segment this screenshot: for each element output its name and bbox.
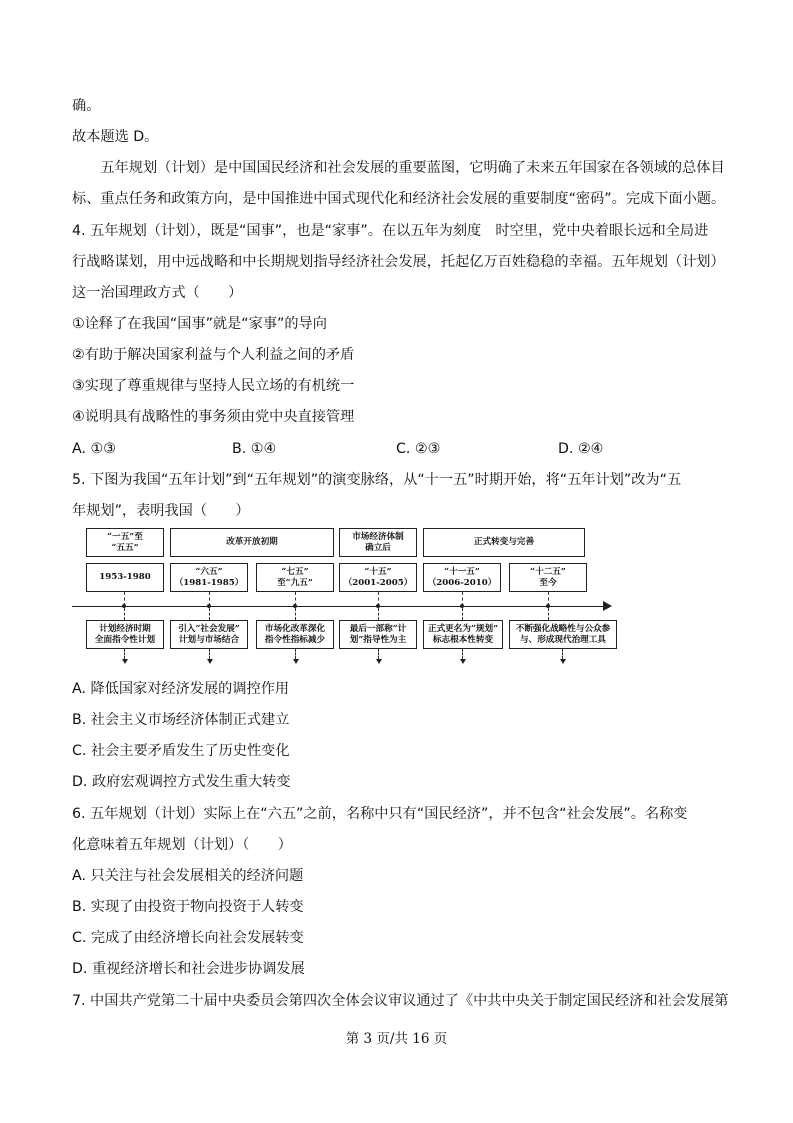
question-5-option-d: D. 政府宏观调控方式发生重大转变 [72,774,291,790]
down-arrow-icon [293,659,299,664]
question-5-stem: 5. 下图为我国“五年计划”到“五年规划”的演变脉络，从“十一五”时期开始，将“五年计划”改为“五 [72,472,682,488]
question-5-option-b: B. 社会主义市场经济体制正式建立 [72,712,290,728]
question-5-option-a: A. 降低国家对经济发展的调控作用 [72,681,290,697]
timeline-axis [72,606,606,607]
connector-dash [209,649,210,659]
period-box: “七五” 至“九五” [256,563,334,592]
question-4-statement: ③实现了尊重规律与坚持人民立场的有机统一 [72,378,355,394]
question-4-option-b: B. ①④ [232,441,277,457]
down-arrow-icon [560,659,566,664]
feature-box: 正式更名为“规划” 标志根本性转变 [423,620,503,649]
question-6-option-c: C. 完成了由经济增长向社会发展转变 [72,930,304,946]
period-box: “六五” （1981-1985） [170,563,248,592]
timeline-arrowhead [603,601,612,611]
question-4-stem: 这一治国理政方式（ ） [72,285,243,301]
down-arrow-icon [376,659,382,664]
feature-box: 计划经济时期 全面指令性计划 [86,620,164,649]
down-arrow-icon [207,659,213,664]
intro-line: 五年规划（计划）是中国国民经济和社会发展的重要蓝图，它明确了未来五年国家在各领域的总体目 [72,160,725,176]
question-4-stem: 行战略谋划，用中远战略和中长期规划指导经济社会发展，托起亿万百姓稳稳的幸福。五年规划（计划） [72,254,725,270]
question-4-option-c: C. ②③ [396,441,441,457]
feature-box: 最后一部称“计 划”指导性为主 [339,620,417,649]
down-arrow-icon [460,659,466,664]
question-5-stem: 年规划”，表明我国（ ） [72,503,250,519]
down-arrow-icon [122,659,128,664]
phase-box: 改革开放初期 [170,528,334,557]
period-box: “十五” （2001-2005） [339,563,417,592]
period-box: “十一五” （2006-2010） [423,563,501,592]
connector-dash [295,649,296,659]
answer-line: 故本题选 D。 [72,129,159,145]
question-4-statement: ④说明具有战略性的事务须由党中央直接管理 [72,409,355,425]
question-5-option-c: C. 社会主要矛盾发生了历史性变化 [72,743,290,759]
connector-dash [378,649,379,659]
page-number: 第 3 页/共 16 页 [345,1031,448,1047]
question-4-option-a: A. ①③ [72,441,116,457]
connector-dash [295,608,296,620]
question-6-stem: 6. 五年规划（计划）实际上在“六五”之前，名称中只有“国民经济”，并不包含“社会发展”。名称变 [72,806,688,822]
question-4-stem: 4. 五年规划（计划），既是“国事”，也是“家事”。在以五年为刻度 时空里，党中央着眼长远和全局进 [72,223,709,239]
question-6-option-d: D. 重视经济增长和社会进步协调发展 [72,961,305,977]
connector-dash [462,649,463,659]
feature-box: 市场化改革深化 指令性指标减少 [256,620,334,649]
feature-box: 引入“社会发展” 计划与市场结合 [170,620,248,649]
connector-dash [209,608,210,620]
text-line: 确。 [72,98,101,114]
intro-line: 标、重点任务和政策方向，是中国推进中国式现代化和经济社会发展的重要制度“密码”。完成下面小题。 [72,191,726,207]
question-4-option-d: D. ②④ [558,441,604,457]
connector-dash [124,649,125,659]
question-4-statement: ②有助于解决国家利益与个人利益之间的矛盾 [72,347,355,363]
feature-box: 不断强化战略性与公众参 与、形成现代治理工具 [509,620,617,649]
question-6-stem: 化意味着五年规划（计划）（ ） [72,837,292,853]
phase-box: 市场经济体制 确立后 [339,528,417,557]
question-7-stem: 7. 中国共产党第二十届中央委员会第四次全体会议审议通过了《中共中央关于制定国民经济和社会发展第 [72,993,729,1009]
phase-box: 正式转变与完善 [423,528,585,557]
connector-dash [562,649,563,659]
connector-dash [548,608,549,620]
question-6-option-b: B. 实现了由投资于物向投资于人转变 [72,899,304,915]
connector-dash [462,608,463,620]
question-6-option-a: A. 只关注与社会发展相关的经济问题 [72,868,304,884]
phase-box: “一五”至 “五五” [86,528,164,557]
connector-dash [124,608,125,620]
period-box: “十二五” 至今 [509,563,587,592]
connector-dash [378,608,379,620]
period-box: 1953-1980 [86,563,164,592]
question-4-statement: ①诠释了在我国“国事”就是“家事”的导向 [72,316,327,332]
